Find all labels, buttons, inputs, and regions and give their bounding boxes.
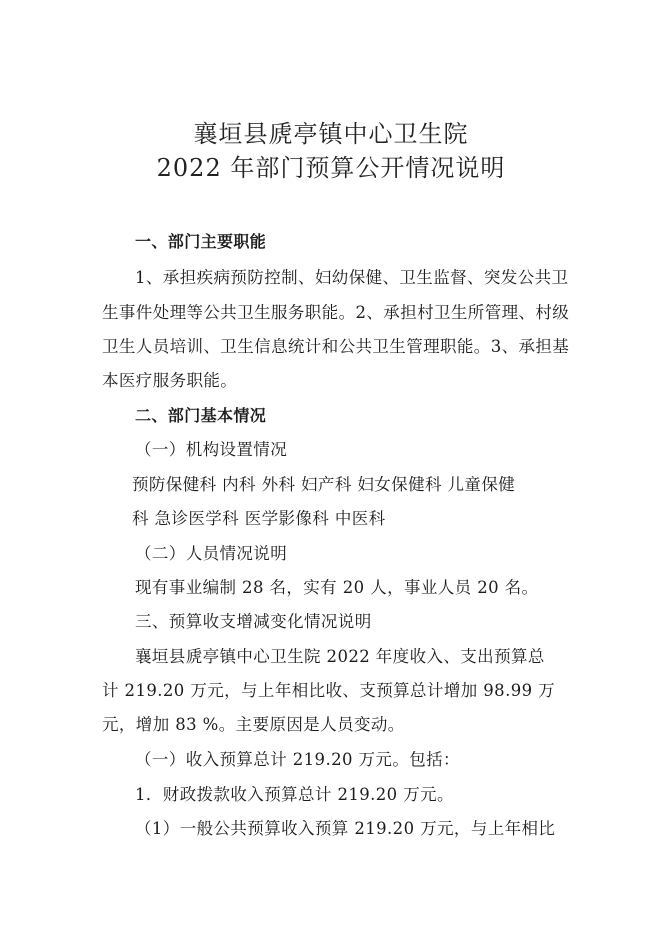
list-item: （1）一般公共预算收入预算 219.20 万元，与上年相比	[135, 819, 556, 838]
section-heading-1: 一、部门主要职能	[135, 232, 267, 251]
section-heading-3: 三、预算收支增减变化情况说明	[135, 612, 372, 631]
subsection-heading: （二）人员情况说明	[135, 544, 288, 563]
document-title-line2: 2022 年部门预算公开情况说明	[156, 154, 506, 182]
subsection-heading: （一）收入预算总计 219.20 万元。包括：	[135, 750, 460, 769]
paragraph-line: 1、承担疾病预防控制、妇幼保健、卫生监督、突发公共卫	[135, 268, 569, 287]
list-item: 1．财政拨款收入预算总计 219.20 万元。	[135, 785, 454, 804]
paragraph-line: 襄垣县虒亭镇中心卫生院 2022 年度收入、支出预算总	[135, 647, 545, 666]
paragraph-line: 科 急诊医学科 医学影像科 中医科	[132, 509, 386, 528]
paragraph-line: 元，增加 83 %。主要原因是人员变动。	[102, 715, 405, 734]
paragraph-line: 本医疗服务职能。	[102, 371, 238, 390]
paragraph-line: 生事件处理等公共卫生服务职能。2、承担村卫生所管理、村级	[102, 303, 570, 322]
document-title-line1: 襄垣县虒亭镇中心卫生院	[193, 120, 469, 148]
paragraph-line: 计 219.20 万元，与上年相比收、支预算总计增加 98.99 万	[102, 681, 556, 700]
paragraph-line: 卫生人员培训、卫生信息统计和公共卫生管理职能。3、承担基	[102, 337, 570, 356]
paragraph-line: 现有事业编制 28 名，实有 20 人，事业人员 20 名。	[135, 578, 539, 597]
paragraph-line: 预防保健科 内科 外科 妇产科 妇女保健科 儿童保健	[132, 475, 516, 494]
subsection-heading: （一）机构设置情况	[135, 440, 288, 459]
section-heading-2: 二、部门基本情况	[135, 406, 267, 425]
